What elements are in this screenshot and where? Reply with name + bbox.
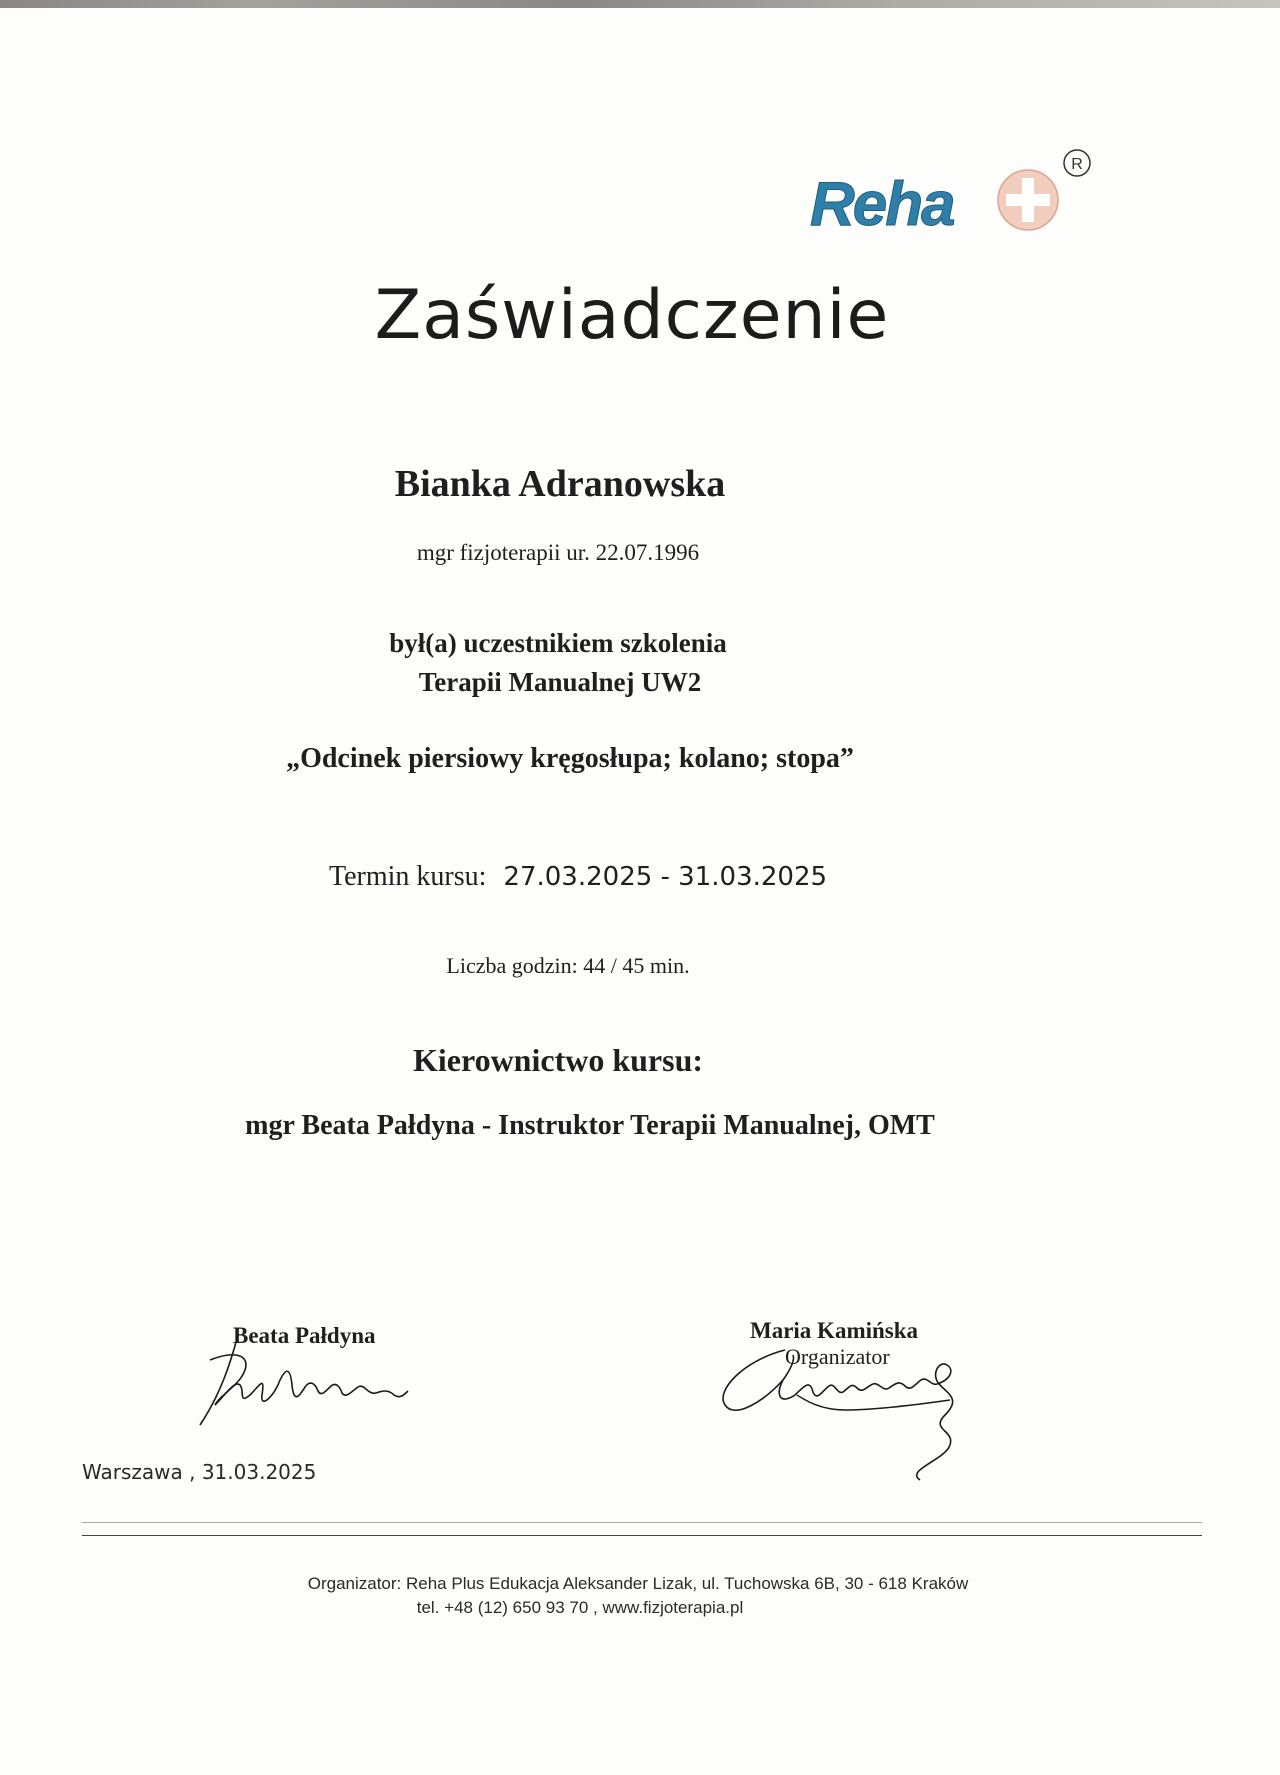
footer-divider bbox=[82, 1535, 1202, 1536]
certificate-title: Zaświadczenie bbox=[374, 276, 890, 355]
course-term-dates: 27.03.2025 - 31.03.2025 bbox=[503, 862, 828, 892]
leadership-value: mgr Beata Pałdyna - Instruktor Terapii Manualnej, OMT bbox=[245, 1110, 935, 1141]
left-handwritten-signature bbox=[190, 1325, 430, 1435]
course-topic: „Odcinek piersiowy kręgosłupa; kolano; stopa” bbox=[286, 743, 854, 774]
footer-organizer: Organizator: Reha Plus Edukacja Aleksander Lizak, ul. Tuchowska 6B, 30 - 618 Kraków bbox=[307, 1574, 969, 1593]
right-handwritten-signature bbox=[705, 1340, 995, 1490]
statement-line-1: był(a) uczestnikiem szkolenia bbox=[389, 628, 727, 658]
svg-text:R: R bbox=[1071, 156, 1083, 173]
participant-degree-birth: mgr fizjoterapii ur. 22.07.1996 bbox=[416, 540, 700, 565]
course-term-label: Termin kursu: bbox=[328, 861, 487, 892]
footer-contact: tel. +48 (12) 650 93 70 , www.fizjoterapia.pl bbox=[416, 1598, 744, 1617]
reha-plus-logo bbox=[795, 145, 1095, 255]
statement-line-2: Terapii Manualnej UW2 bbox=[418, 667, 702, 697]
scan-edge bbox=[0, 0, 1280, 8]
right-signatory-role: Organizator bbox=[785, 1344, 890, 1369]
logo-text: Reha bbox=[810, 170, 954, 239]
left-signatory-name: Beata Pałdyna bbox=[233, 1323, 376, 1348]
course-hours: Liczba godzin: 44 / 45 min. bbox=[446, 953, 690, 978]
leadership-label: Kierownictwo kursu: bbox=[412, 1042, 704, 1078]
footer-divider-light bbox=[82, 1522, 1202, 1523]
participant-name: Bianka Adranowska bbox=[394, 463, 726, 505]
right-signatory-name: Maria Kamińska bbox=[750, 1318, 919, 1343]
place-and-date: Warszawa , 31.03.2025 bbox=[82, 1460, 317, 1484]
course-term bbox=[0, 861, 1218, 893]
